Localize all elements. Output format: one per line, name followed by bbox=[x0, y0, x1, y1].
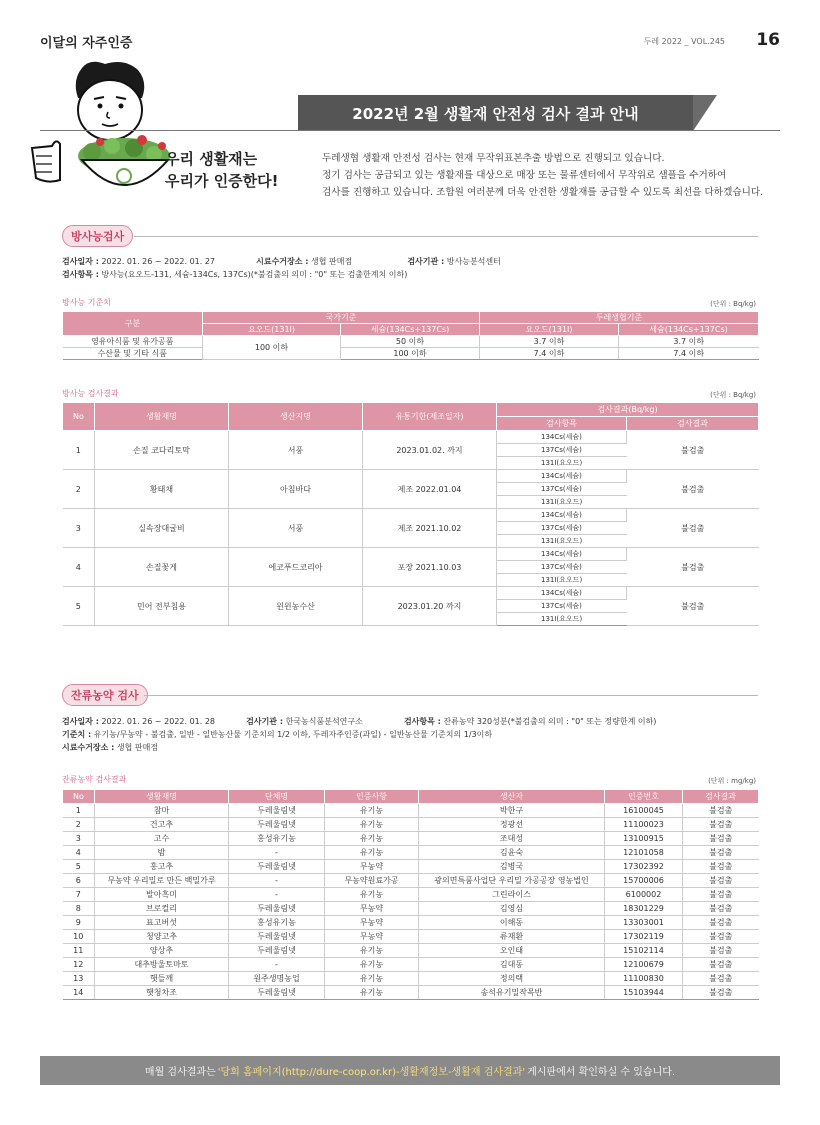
table-row bbox=[63, 874, 759, 888]
footer-link[interactable]: '당회 홈페이지(http://dure-coop.or.kr)-생활재정보-생활재 검사결과' bbox=[217, 1067, 526, 1078]
cell-producer: 윈윈농수산 bbox=[229, 587, 363, 626]
cell-item: 134Cs(세슘) bbox=[497, 470, 627, 483]
radiation-date: 2022. 01. 26 ~ 2022. 01. 27 bbox=[101, 257, 216, 266]
cell: 무농약원료가공 bbox=[325, 874, 419, 888]
cell: 광의면특품사업단 우리밀 가공공장 영농법인 bbox=[419, 874, 605, 888]
meta-key: 검사항목 : bbox=[62, 270, 99, 279]
pesticide-place: 생협 판매점 bbox=[116, 743, 159, 752]
cell-item: 131I(요오드) bbox=[497, 496, 627, 509]
cell: 두레울림넷 bbox=[229, 944, 325, 958]
cell: 3 bbox=[63, 832, 95, 846]
cell: 김병국 bbox=[419, 860, 605, 874]
cell: 무농약 우리밀로 만든 백밀가루 bbox=[95, 874, 229, 888]
meta-key: 검사항목 : bbox=[403, 717, 441, 726]
header-item: 검사항목 bbox=[497, 417, 627, 431]
cell: 불검출 bbox=[683, 888, 759, 902]
footer-note bbox=[40, 1056, 780, 1085]
radiation-results-table bbox=[62, 402, 759, 626]
cell-result: 불검출 bbox=[627, 509, 759, 548]
meta-key: 검사기관 : bbox=[407, 257, 445, 266]
cell: 밤 bbox=[95, 846, 229, 860]
cell: 유기농 bbox=[325, 944, 419, 958]
table-row bbox=[63, 470, 759, 483]
cell-name: 민어 전부침용 bbox=[95, 587, 229, 626]
table-row bbox=[63, 804, 759, 818]
cell: 11 bbox=[63, 944, 95, 958]
footer-pre: 매월 검사결과는 bbox=[144, 1067, 216, 1078]
cell: 류재환 bbox=[419, 930, 605, 944]
table-header: 검사결과 bbox=[683, 790, 759, 804]
cell-result: 불검출 bbox=[627, 587, 759, 626]
pesticide-items: 잔류농약 320성분(*불검출의 의미 : "0" 또는 정량한계 이하) bbox=[443, 717, 657, 726]
radiation-standard-table bbox=[62, 311, 759, 360]
cell-producer: 아침바다 bbox=[229, 470, 363, 509]
cell: 두레울림넷 bbox=[229, 930, 325, 944]
header-producer: 생산지명 bbox=[229, 403, 363, 431]
meta-key: 시료수거장소 : bbox=[256, 257, 309, 266]
section-divider bbox=[134, 236, 758, 237]
banner-fold bbox=[693, 95, 717, 131]
table-row bbox=[63, 916, 759, 930]
table-row bbox=[63, 944, 759, 958]
page-number: 16 bbox=[756, 30, 780, 50]
cell: 100 이하 bbox=[203, 336, 341, 360]
cell-expiry: 제조 2021.10.02 bbox=[363, 509, 497, 548]
cell: 불검출 bbox=[683, 972, 759, 986]
table-row bbox=[63, 548, 759, 561]
cell-item: 134Cs(세슘) bbox=[497, 587, 627, 600]
cell: 3.7 이하 bbox=[480, 336, 619, 348]
cell-item: 131I(요오드) bbox=[497, 457, 627, 470]
header-expiry: 유통기한(제조일자) bbox=[363, 403, 497, 431]
cell: 고수 bbox=[95, 832, 229, 846]
cell: 13303001 bbox=[605, 916, 683, 930]
cell: 홍성유기농 bbox=[229, 916, 325, 930]
cell-result: 불검출 bbox=[627, 470, 759, 509]
cell: 유기농 bbox=[325, 888, 419, 902]
cell: 표고버섯 bbox=[95, 916, 229, 930]
pesticide-date: 2022. 01. 26 ~ 2022. 01. 28 bbox=[101, 717, 216, 726]
radiation-place: 생협 판매점 bbox=[311, 257, 353, 266]
cell: 유기농 bbox=[325, 818, 419, 832]
cell: 박한구 bbox=[419, 804, 605, 818]
table-row bbox=[63, 902, 759, 916]
cell: 두레울림넷 bbox=[229, 902, 325, 916]
table-row bbox=[63, 860, 759, 874]
cell: 12101058 bbox=[605, 846, 683, 860]
cell-item: 137Cs(세슘) bbox=[497, 561, 627, 574]
header-cesium: 세슘(134Cs+137Cs) bbox=[341, 324, 480, 336]
cell: 발아흑미 bbox=[95, 888, 229, 902]
radiation-results-title: 방사능 검사결과 bbox=[62, 389, 119, 398]
cell: 오인태 bbox=[419, 944, 605, 958]
cell: 두레울림넷 bbox=[229, 860, 325, 874]
meta-key: 검사기관 : bbox=[246, 717, 284, 726]
cell-item: 137Cs(세슘) bbox=[497, 444, 627, 457]
cell: 조대성 bbox=[419, 832, 605, 846]
cell-expiry: 2023.01.20 까지 bbox=[363, 587, 497, 626]
cell-name: 손질 코다리토막 bbox=[95, 431, 229, 470]
cell: - bbox=[229, 874, 325, 888]
pesticide-section-label: 잔류농약 검사 bbox=[62, 684, 148, 706]
cell-no: 5 bbox=[63, 587, 95, 626]
cell: 원주생명농업 bbox=[229, 972, 325, 986]
cell: 13 bbox=[63, 972, 95, 986]
cell: 건고추 bbox=[95, 818, 229, 832]
cell-item: 137Cs(세슘) bbox=[497, 522, 627, 535]
pesticide-org: 한국농식품분석연구소 bbox=[285, 717, 363, 726]
intro-text bbox=[322, 150, 772, 201]
cell: 불검출 bbox=[683, 902, 759, 916]
cell: 6100002 bbox=[605, 888, 683, 902]
cell-expiry: 포장 2021.10.03 bbox=[363, 548, 497, 587]
cell: 무농약 bbox=[325, 916, 419, 930]
pesticide-unit: (단위 : mg/kg) bbox=[708, 777, 756, 785]
cell: 16100045 bbox=[605, 804, 683, 818]
pesticide-results-table bbox=[62, 789, 759, 1000]
table-header: No bbox=[63, 790, 95, 804]
table-row bbox=[63, 972, 759, 986]
cell: 9 bbox=[63, 916, 95, 930]
section-divider bbox=[144, 695, 758, 696]
cell-no: 4 bbox=[63, 548, 95, 587]
cell: 1 bbox=[63, 804, 95, 818]
cell: 두레울림넷 bbox=[229, 804, 325, 818]
meta-key: 시료수거장소 : bbox=[62, 743, 115, 752]
cell: 15103944 bbox=[605, 986, 683, 1000]
table-row bbox=[63, 818, 759, 832]
cell: 100 이하 bbox=[341, 348, 480, 360]
radiation-org: 방사능분석센터 bbox=[446, 257, 501, 266]
cell: 두레울림넷 bbox=[229, 818, 325, 832]
cell: 18301229 bbox=[605, 902, 683, 916]
cell: 유기농 bbox=[325, 972, 419, 986]
cell: 이해동 bbox=[419, 916, 605, 930]
cell-producer: 에코푸드코리아 bbox=[229, 548, 363, 587]
cell: 대추방울토마토 bbox=[95, 958, 229, 972]
cell: 김영심 bbox=[419, 902, 605, 916]
cell: 유기농 bbox=[325, 832, 419, 846]
table-row bbox=[63, 958, 759, 972]
pesticide-std: 유기농/무농약 - 불검출, 일반 - 일반농산물 기준치의 1/2 이하, 두레자주인증(과일) - 일반농산물 기준치의 1/3이하 bbox=[93, 730, 493, 739]
cell: 10 bbox=[63, 930, 95, 944]
cell: 11100023 bbox=[605, 818, 683, 832]
cell-item: 137Cs(세슘) bbox=[497, 483, 627, 496]
header-iodine: 요오드(131I) bbox=[203, 324, 341, 336]
cell-no: 2 bbox=[63, 470, 95, 509]
header-no: No bbox=[63, 403, 95, 431]
cell-item: 134Cs(세슘) bbox=[497, 509, 627, 522]
cell: 11100830 bbox=[605, 972, 683, 986]
cell: 청양고추 bbox=[95, 930, 229, 944]
header-cesium: 세슘(134Cs+137Cs) bbox=[619, 324, 759, 336]
radiation-section-label: 방사능검사 bbox=[62, 225, 133, 247]
issue-label: 두레 2022 _ VOL.245 bbox=[643, 37, 725, 46]
cell: 홍고추 bbox=[95, 860, 229, 874]
cell-name: 실속장대굴비 bbox=[95, 509, 229, 548]
cell: 무농약 bbox=[325, 902, 419, 916]
meta-key: 검사일자 : bbox=[62, 717, 99, 726]
cell-name: 황태채 bbox=[95, 470, 229, 509]
table-header: 인증번호 bbox=[605, 790, 683, 804]
cell: 유기농 bbox=[325, 804, 419, 818]
cell: 17302119 bbox=[605, 930, 683, 944]
table-row bbox=[63, 846, 759, 860]
section-title: 이달의 자주인증 bbox=[40, 36, 133, 51]
cell: 불검출 bbox=[683, 930, 759, 944]
cell: 김윤숙 bbox=[419, 846, 605, 860]
cell: 7.4 이하 bbox=[619, 348, 759, 360]
cell-item: 137Cs(세슘) bbox=[497, 600, 627, 613]
header-dure: 두레생협기준 bbox=[480, 312, 759, 324]
pesticide-meta bbox=[62, 715, 656, 754]
cell: 불검출 bbox=[683, 944, 759, 958]
cell: 정의택 bbox=[419, 972, 605, 986]
cell-expiry: 2023.01.02. 까지 bbox=[363, 431, 497, 470]
cell: 8 bbox=[63, 902, 95, 916]
cell: 정광선 bbox=[419, 818, 605, 832]
cell-item: 131I(요오드) bbox=[497, 613, 627, 626]
table-header: 인증사항 bbox=[325, 790, 419, 804]
cell: 무농약 bbox=[325, 860, 419, 874]
table-row bbox=[63, 832, 759, 846]
cell: 홍성유기농 bbox=[229, 832, 325, 846]
cell: 햇들깨 bbox=[95, 972, 229, 986]
banner-divider bbox=[40, 130, 780, 131]
cell-expiry: 제조 2022.01.04 bbox=[363, 470, 497, 509]
cell: 6 bbox=[63, 874, 95, 888]
header-national: 국가기준 bbox=[203, 312, 480, 324]
cell: 15102114 bbox=[605, 944, 683, 958]
cell: 2 bbox=[63, 818, 95, 832]
table-row bbox=[63, 336, 759, 348]
cell: 유기농 bbox=[325, 986, 419, 1000]
pesticide-results-title: 잔류농약 검사결과 bbox=[62, 775, 127, 784]
cell: 송석유기밀작목반 bbox=[419, 986, 605, 1000]
table-row bbox=[63, 587, 759, 600]
cell-item: 134Cs(세슘) bbox=[497, 431, 627, 444]
cell: 유기농 bbox=[325, 958, 419, 972]
header-category: 구분 bbox=[63, 312, 203, 336]
cell: 17302392 bbox=[605, 860, 683, 874]
standard-table-title: 방사능 기준치 bbox=[62, 298, 111, 307]
cell: 무농약 bbox=[325, 930, 419, 944]
cell-result: 불검출 bbox=[627, 431, 759, 470]
cell: 불검출 bbox=[683, 804, 759, 818]
cell-result: 불검출 bbox=[627, 548, 759, 587]
cell: 15700006 bbox=[605, 874, 683, 888]
cell-no: 3 bbox=[63, 509, 95, 548]
banner-title: 2022년 2월 생활재 안전성 검사 결과 안내 bbox=[298, 95, 693, 131]
cell: 불검출 bbox=[683, 846, 759, 860]
cell-producer: 서풍 bbox=[229, 431, 363, 470]
table-row bbox=[63, 509, 759, 522]
slogan-line-2: 우리가 인증한다! bbox=[165, 172, 279, 190]
cell: - bbox=[229, 888, 325, 902]
intro-line: 검사를 진행하고 있습니다. 조합원 여러분께 더욱 안전한 생활재를 공급할 수 있도록 최선을 다하겠습니다. bbox=[322, 187, 764, 198]
table-header: 단체명 bbox=[229, 790, 325, 804]
cell: 5 bbox=[63, 860, 95, 874]
cell: 14 bbox=[63, 986, 95, 1000]
cell-item: 131I(요오드) bbox=[497, 535, 627, 548]
cell: 50 이하 bbox=[341, 336, 480, 348]
cell: 3.7 이하 bbox=[619, 336, 759, 348]
cell: 햇청차조 bbox=[95, 986, 229, 1000]
intro-line: 두레생협 생활재 안전성 검사는 현재 무작위표본추출 방법으로 진행되고 있습니다. bbox=[322, 153, 665, 164]
cell: 불검출 bbox=[683, 916, 759, 930]
results-unit: (단위 : Bq/kg) bbox=[710, 391, 756, 399]
cell: 13100915 bbox=[605, 832, 683, 846]
cell: 불검출 bbox=[683, 860, 759, 874]
cell-name: 손질꽃게 bbox=[95, 548, 229, 587]
cell: 4 bbox=[63, 846, 95, 860]
cell-producer: 서풍 bbox=[229, 509, 363, 548]
header-result: 검사결과 bbox=[627, 417, 759, 431]
header-result-group: 검사결과(Bq/kg) bbox=[497, 403, 759, 417]
radiation-items: 방사능(요오드-131, 세슘-134Cs, 137Cs)(*불검출의 의미 : "0" 또는 검출한계치 이하) bbox=[101, 270, 408, 279]
table-header: 생활재명 bbox=[95, 790, 229, 804]
cell: 그린라이스 bbox=[419, 888, 605, 902]
cell: 양상추 bbox=[95, 944, 229, 958]
cell-item: 131I(요오드) bbox=[497, 574, 627, 587]
cell: 유기농 bbox=[325, 846, 419, 860]
cell: 불검출 bbox=[683, 986, 759, 1000]
slogan-line-1: 우리 생활재는 bbox=[165, 150, 258, 168]
meta-key: 기준치 : bbox=[62, 730, 92, 739]
header-iodine: 요오드(131I) bbox=[480, 324, 619, 336]
table-row bbox=[63, 431, 759, 444]
table-row bbox=[63, 348, 759, 360]
cell: 불검출 bbox=[683, 958, 759, 972]
cell: 12 bbox=[63, 958, 95, 972]
cell: 참마 bbox=[95, 804, 229, 818]
table-header: 생산자 bbox=[419, 790, 605, 804]
intro-line: 정기 검사는 공급되고 있는 생활재를 대상으로 매장 또는 물류센터에서 무작위로 샘플을 수거하여 bbox=[322, 170, 727, 181]
cell: - bbox=[229, 958, 325, 972]
cell: 불검출 bbox=[683, 818, 759, 832]
footer-post: 게시판에서 확인하실 수 있습니다. bbox=[527, 1067, 676, 1078]
standard-unit: (단위 : Bq/kg) bbox=[710, 300, 756, 308]
cell: 두레울림넷 bbox=[229, 986, 325, 1000]
cell: 브로컬리 bbox=[95, 902, 229, 916]
cell: 수산물 및 기타 식품 bbox=[63, 348, 203, 360]
cell: 7 bbox=[63, 888, 95, 902]
header-name: 생활재명 bbox=[95, 403, 229, 431]
radiation-meta bbox=[62, 255, 501, 281]
table-row bbox=[63, 888, 759, 902]
table-row bbox=[63, 986, 759, 1000]
cell: 영유아식품 및 유가공품 bbox=[63, 336, 203, 348]
cell-item: 134Cs(세슘) bbox=[497, 548, 627, 561]
cell: 7.4 이하 bbox=[480, 348, 619, 360]
slogan bbox=[165, 148, 279, 192]
table-row bbox=[63, 930, 759, 944]
cell: 불검출 bbox=[683, 832, 759, 846]
cell: 불검출 bbox=[683, 874, 759, 888]
cell: 김대동 bbox=[419, 958, 605, 972]
meta-key: 검사일자 : bbox=[62, 257, 99, 266]
cell: - bbox=[229, 846, 325, 860]
cell-no: 1 bbox=[63, 431, 95, 470]
cell: 12100679 bbox=[605, 958, 683, 972]
